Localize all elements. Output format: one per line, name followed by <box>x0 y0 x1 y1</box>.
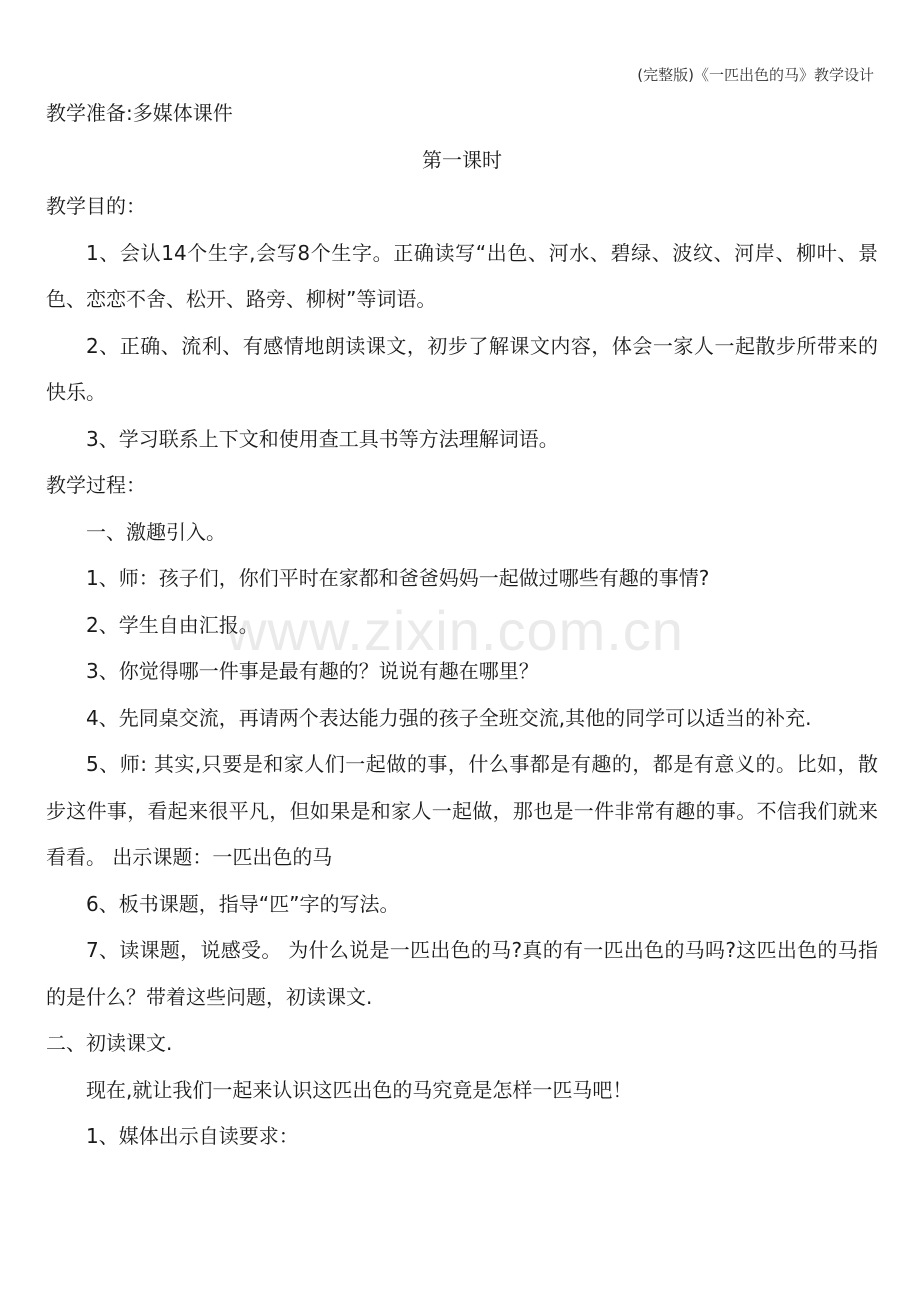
process-item-4: 4、先同桌交流，再请两个表达能力强的孩子全班交流,其他的同学可以适当的补充. <box>86 705 812 730</box>
reading-intro: 现在,就让我们一起来认识这匹出色的马究竟是怎样一匹马吧！ <box>86 1077 633 1102</box>
process-item-5: 5、师: 其实,只要是和家人们一起做的事，什么事都是有趣的，都是有意义的。比如，散步这件事，看起来很平凡，但如果是和家人一起做，那也是一件非常有趣的事。不信我们就来看看。 出示课题：一匹出色的马 <box>46 752 878 869</box>
document-body <box>46 90 878 1160</box>
reading-item-1: 1、媒体出示自读要求： <box>86 1124 299 1148</box>
lesson-title: 第一课时 <box>422 147 502 172</box>
goal-item-1: 1、会认14个生字,会写8个生字。正确读写“出色、河水、碧绿、波纹、河岸、柳叶、景色、恋恋不舍、松开、路旁、柳树”等词语。 <box>46 240 878 311</box>
process-item-1: 1、师：孩子们，你们平时在家都和爸爸妈妈一起做过哪些有趣的事情? <box>86 566 710 590</box>
teaching-preparation: 教学准备:多媒体课件 <box>46 101 233 125</box>
step-heading-intro: 一、激趣引入。 <box>86 519 226 544</box>
process-item-2: 2、学生自由汇报。 <box>86 612 259 637</box>
process-item-3: 3、你觉得哪一件事是最有趣的？说说有趣在哪里？ <box>86 659 539 683</box>
document-header: (完整版)《一匹出色的马》教学设计 <box>637 66 874 84</box>
process-item-6: 6、板书课题，指导“匹”字的写法。 <box>86 891 400 916</box>
step-heading-first-reading: 二、初读课文. <box>46 1031 173 1055</box>
watermark-text: www.zixin.com.cn <box>226 599 684 662</box>
section-heading-process: 教学过程： <box>46 473 146 497</box>
goal-item-2: 2、正确、流利、有感情地朗读课文，初步了解课文内容，体会一家人一起散步所带来的快乐。 <box>46 333 878 404</box>
section-heading-goals: 教学目的： <box>46 194 146 218</box>
goal-item-3: 3、学习联系上下文和使用查工具书等方法理解词语。 <box>86 426 559 451</box>
process-item-7: 7、读课题，说感受。 为什么说是一匹出色的马?真的有一匹出色的马吗?这匹出色的马指的是什么？带着这些问题，初读课文. <box>46 938 878 1009</box>
